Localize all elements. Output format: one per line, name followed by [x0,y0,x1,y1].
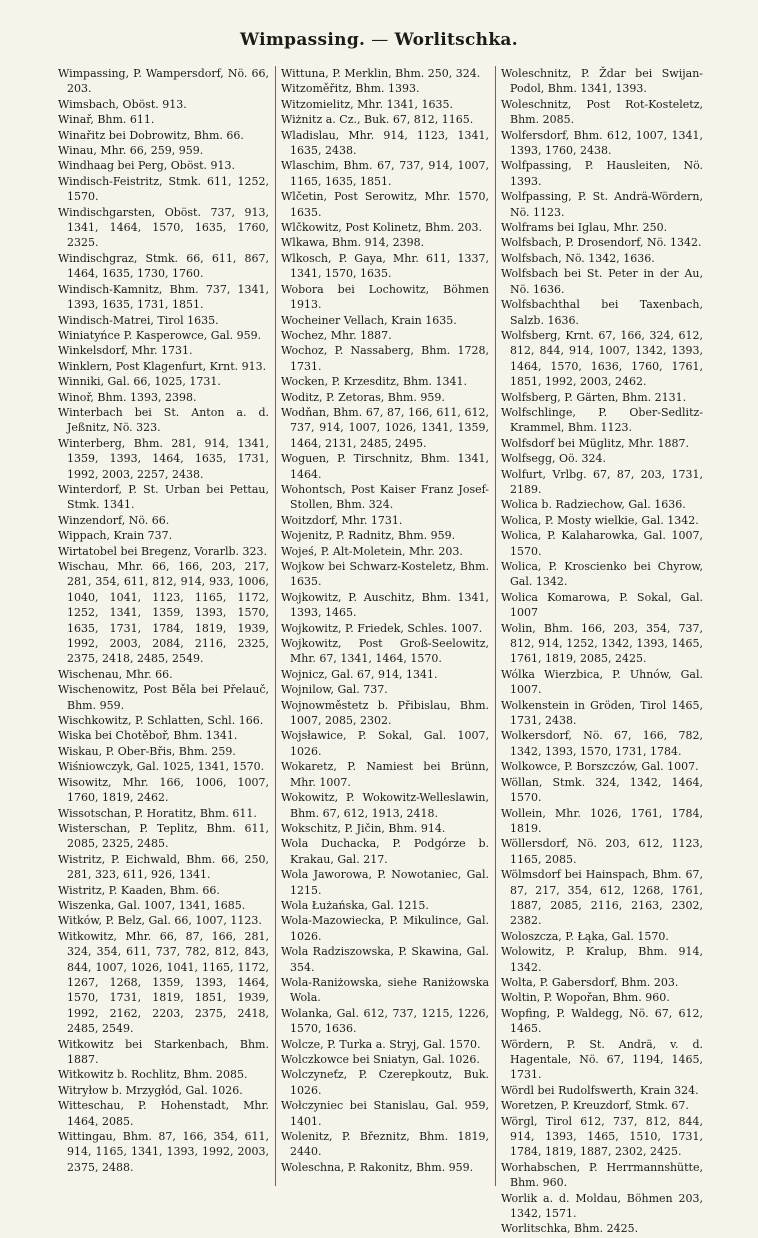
directory-entry: Wołczyniec bei Stanislau, Gal. 959, 1401. [281,1099,489,1128]
directory-entry: Wolowitz, P. Kralup, Bhm. 914, 1342. [501,945,703,974]
directory-entry: Woleschnitz, P. Ždar bei Swijan-Podol, Bhm. 1341, 1393. [501,67,703,96]
directory-entry: Wimpassing, P. Wampersdorf, Nö. 66, 203. [58,67,269,96]
directory-entry: Wolta, P. Gabersdorf, Bhm. 203. [501,975,679,989]
directory-entry: Wolica, P. Kroscienko bei Chyrow, Gal. 1342. [501,560,703,589]
directory-entry: Winař, Bhm. 611. [58,113,155,127]
directory-entry: Winau, Mhr. 66, 259, 959. [58,144,204,158]
directory-entry: Witryłow b. Mrzygłód, Gal. 1026. [58,1083,243,1097]
directory-entry: Wolczkowce bei Sniatyn, Gal. 1026. [281,1053,480,1066]
directory-entry: Worlik a. d. Moldau, Böhmen 203, 1342, 1571. [501,1191,703,1221]
directory-entry: Wopfing, P. Waldegg, Nö. 67, 612, 1465. [501,1006,703,1036]
directory-entry: Winařitz bei Dobrowitz, Bhm. 66. [58,128,244,142]
directory-entry: Wola Łużańska, Gal. 1215. [281,898,429,912]
directory-entry: Witkowitz, Mhr. 66, 87, 166, 281, 324, 354, 611, 737, 782, 812, 843, 844, 1007, 1026, 1041, 1165, 1172, 1267, 1268, 1359, 1393, 1464, 1570, 1731, 1819, 1851, 1939, 1992, 2162, 2203, 2375, 2418, 2485, 2549. [58,929,269,1036]
directory-entry: Wojeś, P. Alt-Moletein, Mhr. 203. [281,544,463,558]
directory-entry: Wólka Wierzbica, P. Uhnów, Gal. 1007. [501,667,703,697]
directory-entry: Wöllan, Stmk. 324, 1342, 1464, 1570. [501,775,703,805]
directory-entry: Wolkersdorf, Nö. 67, 166, 782, 1342, 1393, 1570, 1731, 1784. [501,729,703,758]
directory-entry: Wischkowitz, P. Schlatten, Schl. 166. [58,714,264,728]
directory-entry: Woloszcza, P. Łąka, Gal. 1570. [501,929,669,943]
directory-entry: Wokowitz, P. Wokowitz-Welleslawin, Bhm. 67, 612, 1913, 2418. [281,791,489,820]
directory-entry: Wokaretz, P. Namiest bei Brünn, Mhr. 1007. [281,760,489,789]
directory-entry: Woguen, P. Tirschnitz, Bhm. 1341, 1464. [281,452,489,481]
directory-entry: Wojnicz, Gal. 67, 914, 1341. [281,667,438,681]
directory-entry: Wochoz, P. Nassaberg, Bhm. 1728, 1731. [281,344,489,373]
directory-entry: Winniki, Gal. 66, 1025, 1731. [58,375,221,389]
directory-entry: Wojkowitz, P. Auschitz, Bhm. 1341, 1393, 1465. [281,590,489,620]
directory-entry: Wischenau, Mhr. 66. [58,667,173,681]
directory-entry: Windisch-Feistritz, Stmk. 611, 1252, 1570. [58,174,269,204]
directory-entry: Witkowitz b. Rochlitz, Bhm. 2085. [58,1068,248,1082]
directory-entry: Wölmsdorf bei Hainspach, Bhm. 67, 87, 217, 354, 612, 1268, 1761, 1887, 2085, 2116, 2163, 2302, 2382. [501,868,703,928]
directory-entry: Wola-Mazowiecka, P. Mikulince, Gal. 1026. [281,914,489,943]
directory-entry: Wittuna, P. Merklin, Bhm. 250, 324. [281,67,481,80]
directory-entry: Wojkow bei Schwarz-Kosteletz, Bhm. 1635. [281,560,489,589]
directory-entry: Witkowitz bei Starkenbach, Bhm. 1887. [58,1037,269,1066]
directory-entry: Wolfsdorf bei Müglitz, Mhr. 1887. [501,436,689,450]
column-1 [58,66,276,1186]
directory-entry: Wimsbach, Oböst. 913. [58,97,187,111]
directory-entry: Winiatyńce P. Kasperowce, Gal. 959. [58,328,262,342]
directory-entry: Wörgl, Tirol 612, 737, 812, 844, 914, 1393, 1465, 1510, 1731, 1784, 1819, 1887, 2302, 2425. [501,1114,703,1159]
directory-entry: Wojenitz, P. Radnitz, Bhm. 959. [281,529,456,543]
title-right: Worlitschka. [394,30,518,50]
directory-entry: Wojkowitz, Post Groß-Seelowitz, Mhr. 67, 1341, 1464, 1570. [281,637,489,666]
directory-entry: Wollein, Mhr. 1026, 1761, 1784, 1819. [501,806,703,835]
directory-entry: Wlčetin, Post Serowitz, Mhr. 1570, 1635. [281,190,489,219]
directory-entry: Witzoměřitz, Bhm. 1393. [281,82,420,96]
directory-entry: Wolkenstein in Gröden, Tirol 1465, 1731, 2438. [501,698,703,728]
directory-entry: Wolica b. Radziechow, Gal. 1636. [501,498,686,512]
directory-entry: Windischgarsten, Oböst. 737, 913, 1341, 1464, 1570, 1635, 1760, 2325. [58,205,269,250]
directory-entry: Woltin, P. Wopořan, Bhm. 960. [501,991,670,1005]
directory-entry: Wojsławice, P. Sokal, Gal. 1007, 1026. [281,729,489,758]
directory-entry: Windischgraz, Stmk. 66, 611, 867, 1464, 1635, 1730, 1760. [58,251,269,281]
page-title [0,30,758,50]
directory-entry: Wischau, Mhr. 66, 166, 203, 217, 281, 354, 611, 812, 914, 933, 1006, 1040, 1041, 1123, 1165, 1172, 1252, 1341, 1359, 1393, 1570, 1635, 1731, 1784, 1819, 1939, 1992, 2003, 2084, 2116, 2325, 2375, 2418, 2485, 2549. [58,560,269,666]
directory-entry: Wolfersdorf, Bhm. 612, 1007, 1341, 1393, 1760, 2438. [501,128,703,158]
directory-entry: Wischenowitz, Post Běla bei Přelauč, Bhm. 959. [58,683,269,712]
directory-entry: Wolica, P. Kalaharowka, Gal. 1007, 1570. [501,529,703,558]
directory-entry: Wolfpassing, P. St. Andrä-Wördern, Nö. 1123. [501,190,703,219]
directory-entry: Wiska bei Chotěboř, Bhm. 1341. [58,729,238,743]
directory-entry: Wolfpassing, P. Hausleiten, Nö. 1393. [501,159,703,188]
directory-entry: Wissotschan, P. Horatitz, Bhm. 611. [58,806,257,820]
directory-entry: Wiśniowczyk, Gal. 1025, 1341, 1570. [58,760,265,774]
directory-entry: Winterbach bei St. Anton a. d. Jeßnitz, Nö. 323. [58,405,269,435]
directory-entry: Worhabschen, P. Herrmannshütte, Bhm. 960. [501,1160,703,1190]
directory-entry: Windhaag bei Perg, Oböst. 913. [58,159,236,173]
directory-entry: Woitzdorf, Mhr. 1731. [281,513,403,527]
directory-entry: Wodňan, Bhm. 67, 87, 166, 611, 612, 737, 914, 1007, 1026, 1341, 1359, 1464, 2131, 2485, 2495. [281,405,489,450]
directory-entry: Wistritz, P. Eichwald, Bhm. 66, 250, 281, 323, 611, 926, 1341. [58,852,269,882]
directory-entry: Wochez, Mhr. 1887. [281,328,392,342]
directory-entry: Wöllersdorf, Nö. 203, 612, 1123, 1165, 2085. [501,837,703,866]
directory-entry: Winkelsdorf, Mhr. 1731. [58,344,193,358]
column-2 [276,66,496,1186]
title-left: Wimpassing. [240,30,366,50]
directory-entry: Winterberg, Bhm. 281, 914, 1341, 1359, 1393, 1464, 1635, 1731, 1992, 2003, 2257, 2438. [58,436,269,481]
directory-entry: Winoř, Bhm. 1393, 2398. [58,390,197,404]
directory-entry: Woleschnitz, Post Rot-Kosteletz, Bhm. 2085. [501,97,703,127]
directory-entry: Wolfsbach, P. Drosendorf, Nö. 1342. [501,236,702,250]
column-3 [496,66,703,1236]
directory-entry: Wolfsbach bei St. Peter in der Au, Nö. 1636. [501,267,703,296]
directory-entry: Wiżnitz a. Cz., Buk. 67, 812, 1165. [281,113,474,127]
directory-entry: Witków, P. Belz, Gal. 66, 1007, 1123. [58,914,262,928]
directory-entry: Wolica Komarowa, P. Sokal, Gal. 1007 [501,590,703,620]
directory-entry: Wolfsegg, Oö. 324. [501,452,606,466]
directory-entry: Wlkosch, P. Gaya, Mhr. 611, 1337, 1341, 1570, 1635. [281,251,489,281]
directory-entry: Wisterschan, P. Teplitz, Bhm. 611, 2085, 2325, 2485. [58,821,269,851]
directory-entry: Witteschau, P. Hohenstadt, Mhr. 1464, 2085. [58,1099,269,1128]
directory-entry: Wolframs bei Iglau, Mhr. 250. [501,221,668,235]
directory-entry: Wolin, Bhm. 166, 203, 354, 737, 812, 914, 1252, 1342, 1393, 1465, 1761, 1819, 2085, 2425. [501,621,703,666]
directory-entry: Wolcze, P. Turka a. Stryj, Gal. 1570. [281,1037,481,1051]
directory-entry: Winzendorf, Nö. 66. [58,513,170,527]
directory-entry: Wirtatobel bei Bregenz, Vorarlb. 323. [58,544,267,558]
directory-entry: Woleschna, P. Rakonitz, Bhm. 959. [281,1160,474,1174]
directory-entry: Witzomielitz, Mhr. 1341, 1635. [281,97,454,111]
directory-entry: Wola Duchacka, P. Podgórze b. Krakau, Gal. 217. [281,837,489,866]
directory-entry: Wojnilow, Gal. 737. [281,683,388,697]
directory-entry: Wolkowce, P. Borszczów, Gal. 1007. [501,760,699,774]
directory-entry: Worlitschka, Bhm. 2425. [501,1222,639,1236]
directory-entry: Wobora bei Lochowitz, Böhmen 1913. [281,282,489,312]
directory-entry: Wolfurt, Vrlbg. 67, 87, 203, 1731, 2189. [501,467,703,496]
directory-entry: Wördern, P. St. Andrä, v. d. Hagentale, Nö. 67, 1194, 1465, 1731. [501,1037,703,1082]
directory-entry: Wocheiner Vellach, Krain 1635. [281,313,457,327]
directory-entry: Wola-Raniżowska, siehe Raniżowska Wola. [281,975,489,1005]
directory-entry: Wladislau, Mhr. 914, 1123, 1341, 1635, 2438. [281,128,489,158]
directory-entry: Windisch-Matrei, Tirol 1635. [58,313,219,327]
directory-entry: Wolczyneťz, P. Czerepkoutz, Buk. 1026. [281,1068,489,1097]
directory-entry: Wolfschlinge, P. Ober-Sedlitz-Krammel, Bhm. 1123. [501,405,703,435]
directory-entry: Wiskau, P. Ober-Břis, Bhm. 259. [58,744,236,758]
directory-entry: Wolfsbachthal bei Taxenbach, Salzb. 1636. [501,298,703,327]
directory-entry: Wola Jaworowa, P. Nowotaniec, Gal. 1215. [281,868,489,897]
directory-entry: Wolenitz, P. Březnitz, Bhm. 1819, 2440. [281,1130,489,1159]
directory-entry: Wola Radziszowska, P. Skawina, Gal. 354. [281,945,489,974]
directory-entry: Wolfsberg, Krnt. 67, 166, 324, 612, 812, 844, 914, 1007, 1342, 1393, 1464, 1570, 1636, 1760, 1761, 1851, 1992, 2003, 2462. [501,328,703,389]
directory-entry: Wocken, P. Krzesditz, Bhm. 1341. [281,375,468,389]
directory-entry: Wolanka, Gal. 612, 737, 1215, 1226, 1570, 1636. [281,1006,489,1036]
directory-entry: Wiszenka, Gal. 1007, 1341, 1685. [58,898,246,912]
directory-entry: Wokschitz, P. Jičin, Bhm. 914. [281,821,446,835]
directory-entry: Woretzen, P. Kreuzdorf, Stmk. 67. [501,1099,689,1113]
directory-entry: Wolfsbach, Nö. 1342, 1636. [501,251,655,265]
directory-entry: Wolica, P. Mosty wielkie, Gal. 1342. [501,513,699,527]
entry-columns [58,66,703,1236]
directory-entry: Wlaschim, Bhm. 67, 737, 914, 1007, 1165, 1635, 1851. [281,159,489,188]
directory-entry: Wlkawa, Bhm. 914, 2398. [281,236,425,250]
directory-entry: Wojnowměstetz b. Přibislau, Bhm. 1007, 2085, 2302. [281,698,489,728]
title-separator: — [371,30,389,50]
directory-entry: Wisowitz, Mhr. 166, 1006, 1007, 1760, 1819, 2462. [58,775,269,805]
directory-entry: Wojkowitz, P. Friedek, Schles. 1007. [281,621,483,635]
directory-entry: Wlčkowitz, Post Kolinetz, Bhm. 203. [281,221,483,235]
directory-entry: Wohontsch, Post Kaiser Franz Josef-Stollen, Bhm. 324. [281,482,489,512]
directory-entry: Winterdorf, P. St. Urban bei Pettau, Stmk. 1341. [58,482,269,512]
directory-entry: Winklern, Post Klagenfurt, Krnt. 913. [58,359,267,373]
directory-entry: Windisch-Kamnitz, Bhm. 737, 1341, 1393, 1635, 1731, 1851. [58,282,269,312]
directory-entry: Wördl bei Rudolfswerth, Krain 324. [501,1083,699,1097]
directory-entry: Wippach, Krain 737. [58,529,173,543]
directory-entry: Wittingau, Bhm. 87, 166, 354, 611, 914, 1165, 1341, 1393, 1992, 2003, 2375, 2488. [58,1130,269,1174]
directory-entry: Woditz, P. Zetoras, Bhm. 959. [281,390,445,404]
directory-entry: Wistritz, P. Kaaden, Bhm. 66. [58,883,220,897]
directory-entry: Wolfsberg, P. Gärten, Bhm. 2131. [501,390,687,404]
